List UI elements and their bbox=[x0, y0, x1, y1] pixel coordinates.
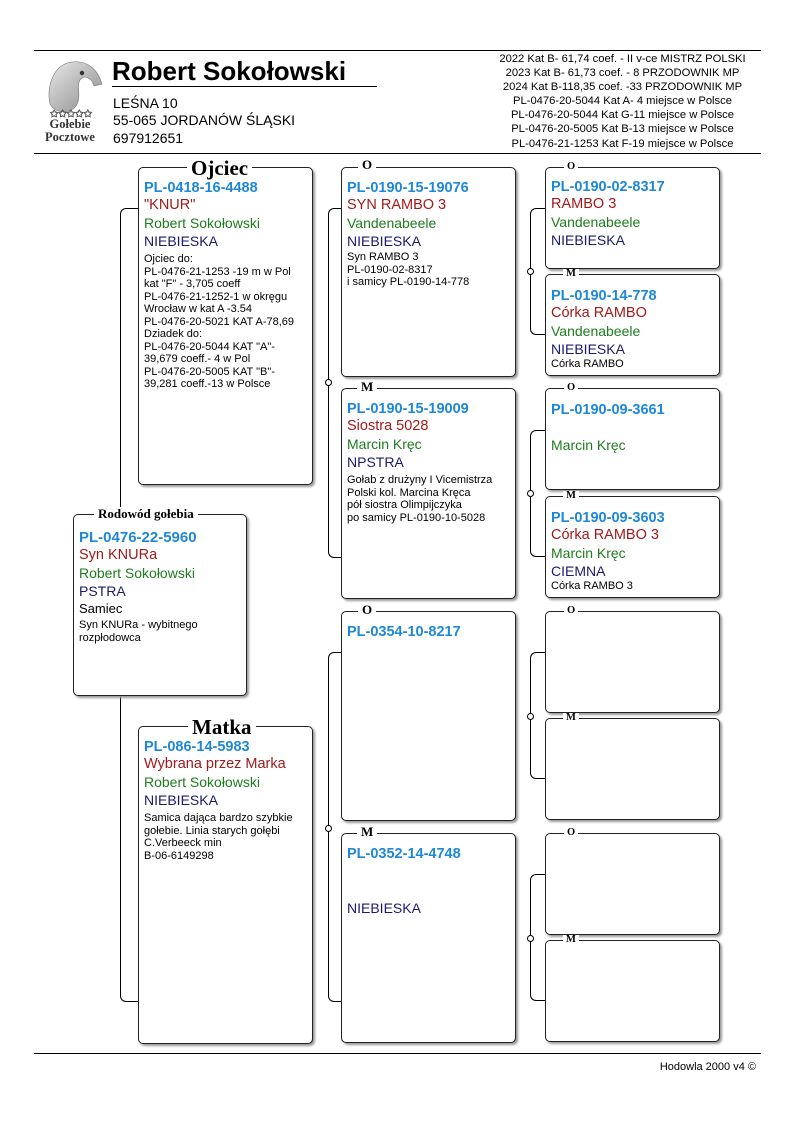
owner-phone: 697912651 bbox=[113, 130, 184, 146]
note-line: PL-0476-20-5005 KAT "B"- bbox=[144, 365, 275, 378]
achievement-line: PL-0476-20-5005 Kat B-13 miejsce w Polsce bbox=[511, 123, 734, 136]
logo-text: Gołebie Pocztowe bbox=[45, 117, 95, 144]
note-line: PL-0476-20-5044 KAT "A"- bbox=[144, 340, 275, 353]
owner-name-underline bbox=[112, 86, 377, 87]
breeder-name: Marcin Kręc bbox=[551, 437, 626, 453]
label-sire: O bbox=[564, 606, 578, 617]
note-line: PL-0190-02-8317 bbox=[347, 263, 433, 276]
address-city: 55-065 JORDANÓW ŚLĄSKI bbox=[113, 112, 296, 128]
label-dam: M bbox=[563, 935, 579, 946]
breeder-name: Robert Sokołowski bbox=[144, 215, 260, 231]
pigeon-name: Siostra 5028 bbox=[347, 418, 429, 434]
pigeon-color: NIEBIESKA bbox=[551, 232, 625, 248]
note-line: Córka RAMBO bbox=[551, 358, 624, 370]
breeder-name: Vandenabeele bbox=[551, 323, 641, 339]
pigeon-card-maternal-grandfather[interactable] bbox=[341, 611, 516, 821]
note-line: Syn RAMBO 3 bbox=[347, 251, 419, 263]
pigeon-notes bbox=[347, 251, 510, 289]
note-line: rozpłodowca bbox=[79, 631, 141, 644]
pigeon-notes bbox=[551, 358, 714, 371]
pigeon-color: CIEMNA bbox=[551, 563, 606, 579]
breeder-name: Marcin Kręc bbox=[551, 545, 626, 561]
achievements-list bbox=[480, 52, 765, 151]
note-line: C.Verbeeck min bbox=[144, 837, 222, 849]
pigeon-card-mfm[interactable] bbox=[545, 718, 720, 820]
connector-dot bbox=[527, 935, 534, 942]
breeder-name: Robert Sokołowski bbox=[79, 565, 195, 581]
pigeon-name: RAMBO 3 bbox=[551, 196, 617, 212]
achievement-line: 2024 Kat B-118,35 coef. -33 PRZODOWNIK MP bbox=[502, 81, 743, 94]
pigeon-card-mmf[interactable] bbox=[545, 833, 720, 935]
pigeon-notes bbox=[347, 474, 510, 524]
note-line: Dziadek do: bbox=[144, 328, 203, 340]
connector-dot bbox=[325, 379, 332, 386]
breeder-name: Vandenabeele bbox=[551, 214, 641, 230]
ring-number: PL-086-14-5983 bbox=[144, 739, 250, 755]
pigeon-name: SYN RAMBO 3 bbox=[347, 197, 447, 213]
breeder-name: Robert Sokołowski bbox=[144, 774, 260, 790]
svg-text:✩✩✩✩✩: ✩✩✩✩✩ bbox=[50, 109, 92, 120]
connector-dot bbox=[325, 825, 332, 832]
label-sire: O bbox=[564, 383, 578, 394]
note-line: po samicy PL-0190-10-5028 bbox=[347, 511, 486, 524]
achievement-line: PL-0476-21-1253 Kat F-19 miejsce w Polsce bbox=[511, 137, 734, 150]
note-line: B-06-6149298 bbox=[144, 849, 214, 862]
pigeon-color: PSTRA bbox=[79, 583, 126, 599]
pigeon-card-mmm[interactable] bbox=[545, 940, 720, 1042]
note-line: Polski kol. Marcina Kręca bbox=[347, 486, 471, 499]
pigeon-notes bbox=[79, 619, 241, 644]
pigeon-card-fmm[interactable] bbox=[545, 496, 720, 598]
pigeon-sex: Samiec bbox=[79, 601, 123, 616]
connector-dot bbox=[527, 490, 534, 497]
note-line: pół siostra Olimpijczyka bbox=[347, 499, 462, 511]
ring-number: PL-0476-22-5960 bbox=[79, 529, 197, 546]
pigeon-card-fmf[interactable] bbox=[545, 388, 720, 490]
pigeon-card-fff[interactable] bbox=[545, 167, 720, 269]
note-line: Ojciec do: bbox=[144, 253, 193, 265]
label-sire: O bbox=[564, 828, 578, 839]
note-line: 39,281 coeff.-13 w Polsce bbox=[144, 378, 271, 390]
ring-number: PL-0190-02-8317 bbox=[551, 179, 665, 195]
label-sire: O bbox=[358, 603, 376, 616]
label-dam: M bbox=[357, 380, 377, 393]
pigeon-notes bbox=[144, 253, 307, 391]
pigeon-card-mother[interactable] bbox=[138, 726, 313, 1044]
pigeon-color: NPSTRA bbox=[347, 454, 404, 470]
pigeon-name: Syn KNURa bbox=[79, 547, 158, 563]
note-line: Córka RAMBO 3 bbox=[551, 580, 633, 592]
pigeon-name: "KNUR" bbox=[144, 197, 196, 213]
address-street: LEŚNA 10 bbox=[113, 95, 178, 111]
footer-rule bbox=[34, 1053, 761, 1054]
label-dam: M bbox=[563, 269, 579, 280]
pigeon-card-paternal-grandfather[interactable] bbox=[341, 167, 516, 377]
note-line: Wrocław w kat A -3.54 bbox=[144, 303, 253, 315]
ring-number: PL-0190-15-19009 bbox=[347, 401, 469, 417]
achievement-line: 2022 Kat B- 61,74 coef. - II v-ce MISTRZ POLSKI bbox=[499, 53, 746, 65]
note-line: gołebie. Linia starych gołębi bbox=[144, 824, 280, 837]
note-line: kat "F" - 3,705 coeff bbox=[144, 278, 241, 290]
label-dam: M bbox=[563, 713, 579, 724]
pigeon-card-main[interactable] bbox=[73, 514, 247, 696]
note-line: PL-0476-21-1252-1 w okręgu bbox=[144, 290, 288, 303]
note-line: PL-0476-21-1253 -19 m w Pol bbox=[144, 265, 291, 278]
label-mother: Matka bbox=[188, 717, 256, 738]
note-line: Samica dająca bardzo szybkie bbox=[144, 812, 293, 824]
achievement-line: PL-0476-20-5044 Kat G-11 miejsce w Polsce bbox=[510, 109, 735, 122]
label-father: Ojciec bbox=[187, 158, 252, 179]
pigeon-card-paternal-grandmother[interactable] bbox=[341, 388, 516, 599]
pigeon-color: NIEBIESKA bbox=[347, 900, 421, 916]
pigeon-name: Córka RAMBO 3 bbox=[551, 527, 659, 543]
pigeon-color: NIEBIESKA bbox=[144, 792, 218, 808]
note-line: 39,679 coeff.- 4 w Pol bbox=[144, 353, 251, 365]
note-line: Gołab z drużyny I Vicemistrza bbox=[347, 474, 493, 486]
pigeon-card-father[interactable] bbox=[138, 167, 313, 485]
label-sire: O bbox=[564, 162, 578, 173]
pigeon-card-ffm[interactable] bbox=[545, 274, 720, 376]
ring-number: PL-0190-14-778 bbox=[551, 288, 657, 304]
pigeon-notes bbox=[144, 812, 307, 862]
label-dam: M bbox=[357, 825, 377, 838]
owner-name: Robert Sokołowski bbox=[112, 56, 347, 86]
header-bottom-rule bbox=[34, 153, 761, 154]
ring-number: PL-0418-16-4488 bbox=[144, 180, 258, 196]
connector-dot bbox=[527, 268, 534, 275]
pigeon-card-mff[interactable] bbox=[545, 611, 720, 713]
ring-number: PL-0190-09-3661 bbox=[551, 402, 665, 418]
header-top-rule bbox=[34, 50, 761, 51]
breeder-name: Marcin Kręc bbox=[347, 436, 422, 452]
label-main-pedigree: Rodowód gołebia bbox=[94, 507, 198, 520]
pigeon-name: Córka RAMBO bbox=[551, 305, 647, 321]
note-line: i samicy PL-0190-14-778 bbox=[347, 276, 470, 288]
pigeon-color: NIEBIESKA bbox=[347, 233, 421, 249]
ring-number: PL-0354-10-8217 bbox=[347, 624, 461, 640]
pigeon-color: NIEBIESKA bbox=[551, 341, 625, 357]
ring-number: PL-0352-14-4748 bbox=[347, 846, 461, 862]
breeder-name: Vandenabeele bbox=[347, 215, 437, 231]
footer-copyright: Hodowla 2000 v4 © bbox=[659, 1061, 756, 1073]
pigeon-card-maternal-grandmother[interactable] bbox=[341, 833, 516, 1043]
achievement-line: 2023 Kat B- 61,73 coef. - 8 PRZODOWNIK MP bbox=[505, 67, 740, 80]
ring-number: PL-0190-15-19076 bbox=[347, 180, 469, 196]
ring-number: PL-0190-09-3603 bbox=[551, 510, 665, 526]
achievement-line: PL-0476-20-5044 Kat A- 4 miejsce w Polsce bbox=[513, 95, 732, 108]
note-line: PL-0476-20-5021 KAT A-78,69 bbox=[144, 315, 295, 328]
label-dam: M bbox=[563, 491, 579, 502]
pigeon-notes bbox=[551, 580, 714, 593]
connector-dot bbox=[527, 713, 534, 720]
label-sire: O bbox=[358, 158, 376, 171]
pigeon-name: Wybrana przez Marka bbox=[144, 756, 286, 772]
pigeon-color: NIEBIESKA bbox=[144, 233, 218, 249]
pigeon-logo bbox=[36, 56, 106, 146]
note-line: Syn KNURa - wybitnego bbox=[79, 619, 198, 631]
